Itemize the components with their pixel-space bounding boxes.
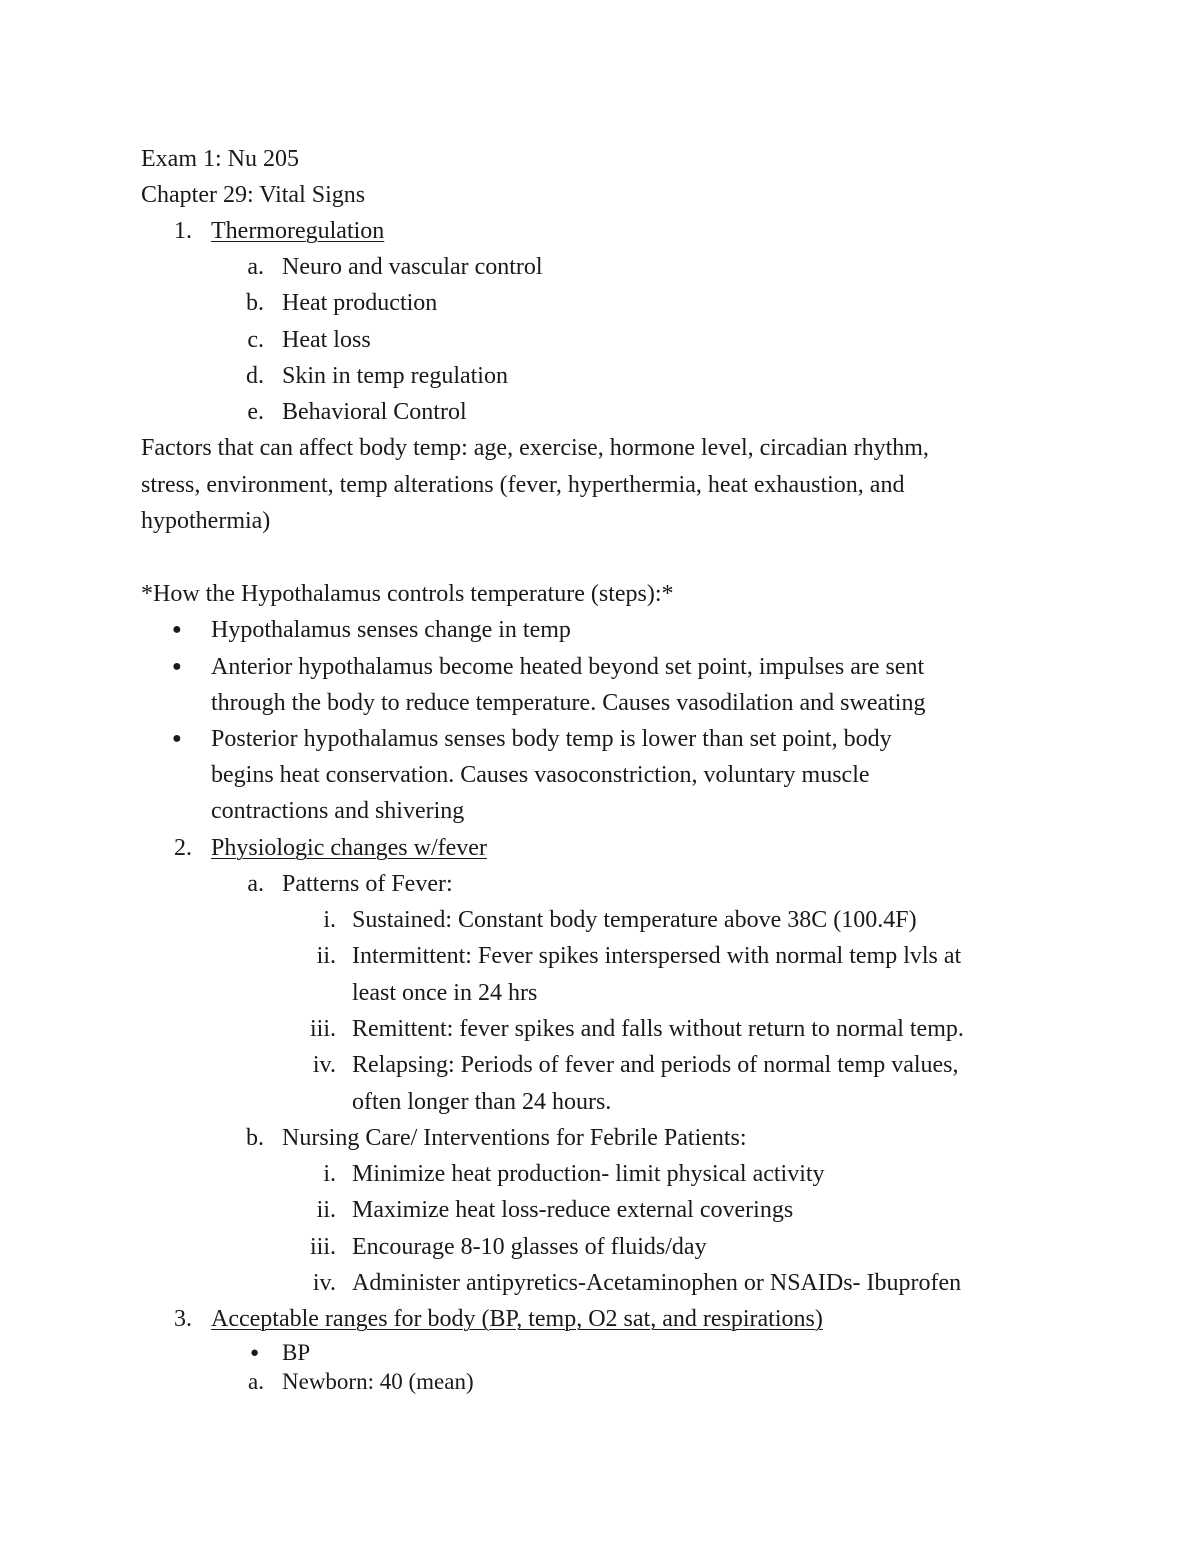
bullet-icon: ●: [172, 730, 182, 747]
section-1-item-e: Behavioral Control: [282, 399, 467, 425]
bp-label: BP: [282, 1340, 311, 1365]
section-2-b-text: Nursing Care/ Interventions for Febrile Patients:: [282, 1125, 747, 1151]
section-1-item-c: Heat loss: [282, 327, 371, 353]
hypothalamus-step-2-line-2: through the body to reduce temperature. Causes vasodilation and sweating: [211, 690, 926, 716]
factors-line-2: stress, environment, temp alterations (fever, hyperthermia, heat exhaustion, and: [141, 472, 905, 498]
section-2-a-text: Patterns of Fever:: [282, 871, 453, 897]
section-1-item-d-marker: d.: [246, 363, 264, 389]
intervention-i-marker: i.: [323, 1161, 336, 1187]
hypothalamus-step-1: Hypothalamus senses change in temp: [211, 617, 571, 643]
fever-pattern-relapsing-line-1: Relapsing: Periods of fever and periods of normal temp values,: [352, 1052, 959, 1078]
section-2-number: 2.: [174, 835, 192, 861]
section-2-title: Physiologic changes w/fever: [211, 835, 487, 861]
section-1-item-b-marker: b.: [246, 290, 264, 316]
section-1-number: 1.: [174, 218, 192, 244]
section-1-item-e-marker: e.: [247, 399, 264, 425]
intervention-antipyretics: Administer antipyretics-Acetaminophen or NSAIDs- Ibuprofen: [352, 1270, 962, 1296]
fever-pattern-ii-marker: ii.: [316, 943, 336, 969]
fever-pattern-iii-marker: iii.: [309, 1016, 336, 1042]
fever-pattern-relapsing-line-2: often longer than 24 hours.: [352, 1089, 612, 1115]
exam-title: Exam 1: Nu 205: [141, 146, 299, 172]
hypothalamus-heading: *How the Hypothalamus controls temperature (steps):*: [141, 581, 674, 607]
hypothalamus-step-3-line-2: begins heat conservation. Causes vasoconstriction, voluntary muscle: [211, 762, 870, 788]
intervention-iii-marker: iii.: [309, 1234, 336, 1260]
section-2-b-marker: b.: [246, 1125, 264, 1151]
section-3-number: 3.: [174, 1306, 192, 1332]
section-1-item-a-marker: a.: [247, 254, 264, 280]
intervention-iv-marker: iv.: [312, 1270, 336, 1296]
factors-line-3: hypothermia): [141, 508, 271, 534]
bullet-icon: ●: [250, 1345, 260, 1361]
fever-pattern-remittent: Remittent: fever spikes and falls without return to normal temp.: [352, 1016, 964, 1042]
fever-pattern-sustained: Sustained: Constant body temperature above 38C (100.4F): [352, 907, 917, 933]
section-1-item-a: Neuro and vascular control: [282, 254, 543, 280]
bullet-icon: ●: [172, 658, 182, 675]
hypothalamus-step-3-line-1: Posterior hypothalamus senses body temp is lower than set point, body: [211, 726, 892, 752]
fever-pattern-intermittent-line-1: Intermittent: Fever spikes interspersed with normal temp lvls at: [352, 943, 962, 969]
bullet-icon: ●: [172, 621, 182, 638]
section-1-item-c-marker: c.: [247, 327, 264, 353]
intervention-ii-marker: ii.: [316, 1197, 336, 1223]
section-2-a-marker: a.: [247, 871, 264, 897]
section-1-item-b: Heat production: [282, 290, 438, 316]
section-3-title: Acceptable ranges for body (BP, temp, O2 sat, and respirations): [211, 1306, 823, 1332]
fever-pattern-iv-marker: iv.: [312, 1052, 336, 1078]
bp-newborn-marker: a.: [248, 1369, 264, 1394]
bp-newborn: Newborn: 40 (mean): [282, 1369, 474, 1394]
factors-line-1: Factors that can affect body temp: age, exercise, hormone level, circadian rhythm,: [141, 435, 929, 461]
hypothalamus-step-3-line-3: contractions and shivering: [211, 798, 465, 824]
section-1-item-d: Skin in temp regulation: [282, 363, 508, 389]
intervention-fluids: Encourage 8-10 glasses of fluids/day: [352, 1234, 707, 1260]
fever-pattern-intermittent-line-2: least once in 24 hrs: [352, 980, 538, 1006]
section-1-title: Thermoregulation: [211, 218, 385, 244]
intervention-maximize-heat-loss: Maximize heat loss-reduce external coverings: [352, 1197, 794, 1223]
chapter-title: Chapter 29: Vital Signs: [141, 182, 366, 208]
fever-pattern-i-marker: i.: [323, 907, 336, 933]
hypothalamus-step-2-line-1: Anterior hypothalamus become heated beyond set point, impulses are sent: [211, 654, 925, 680]
intervention-minimize-heat: Minimize heat production- limit physical activity: [352, 1161, 825, 1187]
